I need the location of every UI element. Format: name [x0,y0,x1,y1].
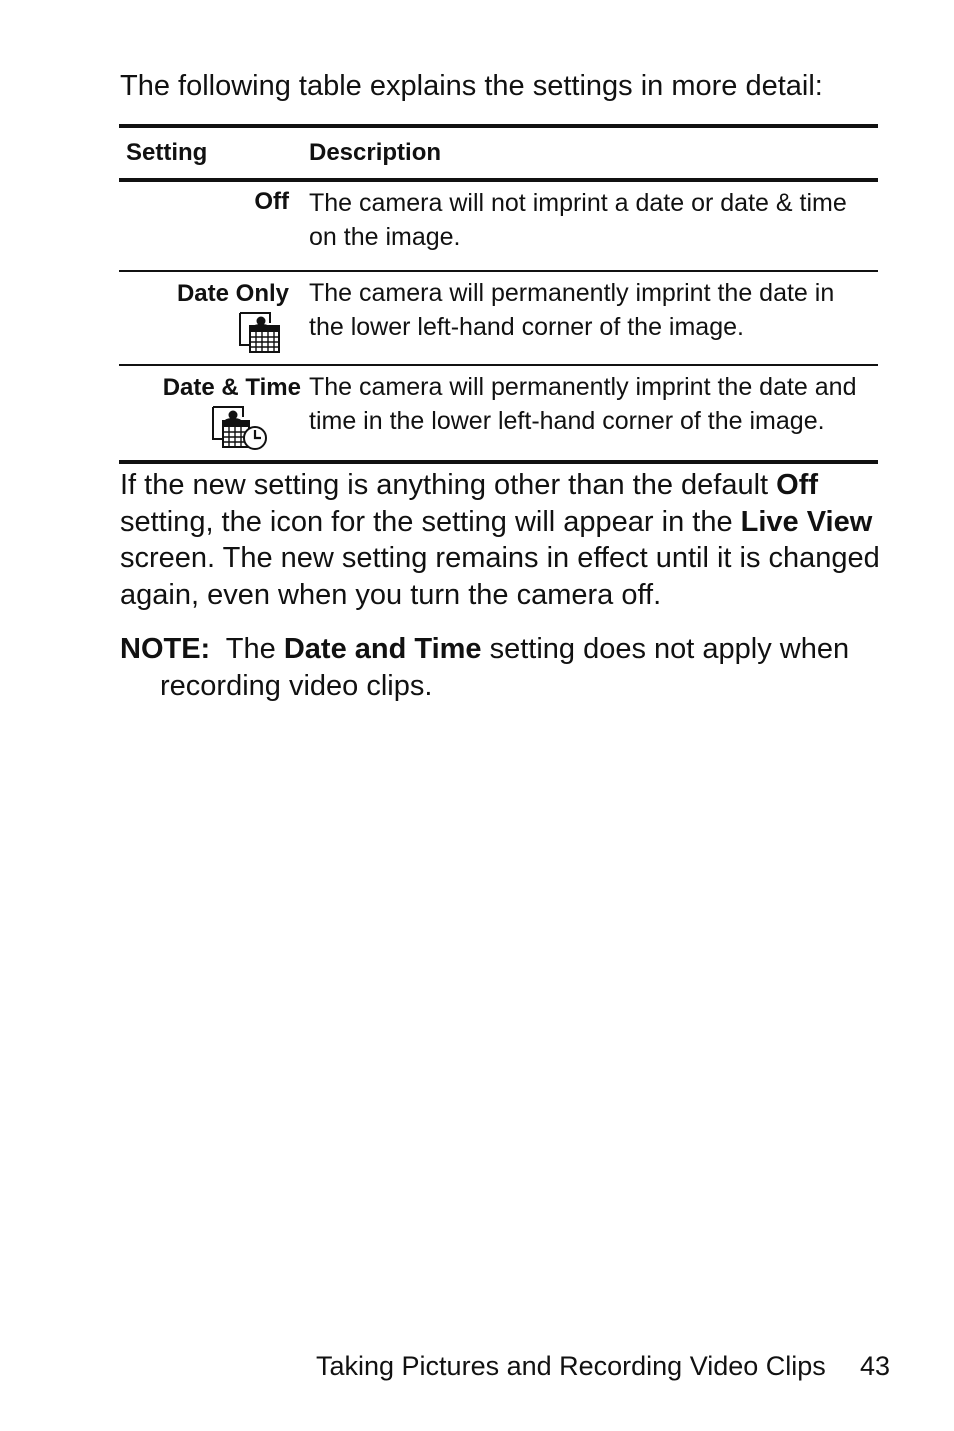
page-number: 43 [860,1351,891,1381]
table-header-row [119,126,878,180]
setting-date-time-description: The camera will permanently imprint the date and time in the lower left-hand corner of the image. [309,373,857,435]
setting-date-only-description: The camera will permanently imprint the date in the lower left-hand corner of the image. [309,271,878,365]
paragraph-off-term: Off [776,469,819,501]
paragraph-text: screen. The new setting remains in effect until it is changed again, even when you turn the camera off. [120,542,880,611]
setting-cell [119,365,309,462]
settings-table [119,124,878,464]
paragraph-live-view-term: Live View [740,505,873,538]
setting-explanation-paragraph [120,467,890,613]
note-text: setting does not apply when [481,633,850,665]
intro-text: The following table explains the settings in more detail: [120,70,823,102]
setting-date-only-label: Date Only [176,280,289,307]
note-text-line2: recording video clips. [160,670,433,702]
footer-chapter-title: Taking Pictures and Recording Video Clips [316,1351,826,1381]
table-row [119,271,878,365]
note-text: The [210,633,284,665]
setting-off-description: The camera will not imprint a date or date & time on the image. [309,180,878,271]
header-description: Description [309,126,878,180]
table-row [119,365,878,462]
paragraph-text: setting, the icon for the setting will appear in the [120,505,741,538]
setting-cell [119,271,309,365]
setting-date-time-label: Date & Time [162,374,301,401]
note [120,631,880,705]
setting-cell [119,180,309,271]
note-label: NOTE: [120,633,211,665]
setting-off-label: Off [254,188,289,215]
header-setting: Setting [119,126,309,180]
paragraph-text: If the new setting is anything other than the default [120,469,777,501]
date-time-imprint-icon [209,405,271,460]
note-date-time-term: Date and Time [283,633,482,665]
table-row [119,180,878,271]
date-imprint-icon [236,311,284,364]
